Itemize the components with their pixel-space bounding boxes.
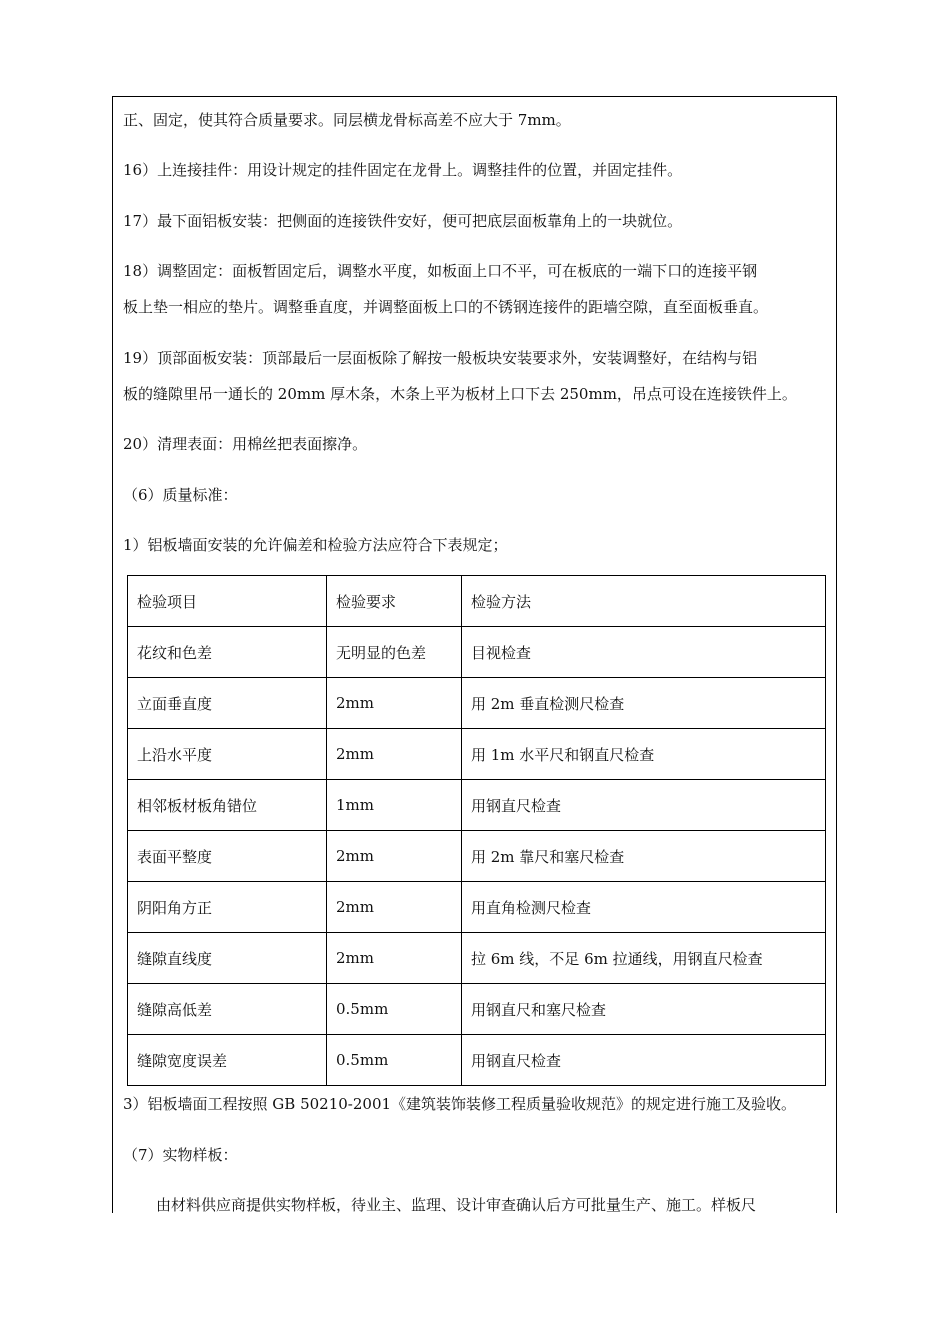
table-cell: 表面平整度 [128,831,327,882]
paragraph-step-18-line2: 板上垫一相应的垫片。调整垂直度，并调整面板上口的不锈钢连接件的距墙空隙，直至面板垂直。 [123,298,769,316]
table-cell: 目视检查 [462,627,826,678]
table-row [128,933,826,984]
table-row [128,780,826,831]
table-cell: 相邻板材板角错位 [128,780,327,831]
paragraph-step-19-line1: 19）顶部面板安装：顶部最后一层面板除了解按一般板块安装要求外，安装调整好，在结构与铝 [123,349,758,367]
paragraph-quality-1: 1）铝板墙面安装的允许偏差和检验方法应符合下表规定； [123,536,508,554]
paragraph-step-18-line1: 18）调整固定：面板暂固定后，调整水平度，如板面上口不平，可在板底的一端下口的连接平钢 [123,262,758,280]
table-cell: 2mm [327,678,462,729]
table-cell: 2mm [327,882,462,933]
table-row [128,678,826,729]
table-cell: 用 2m 垂直检测尺检查 [462,678,826,729]
table-cell: 无明显的色差 [327,627,462,678]
table-cell: 缝隙高低差 [128,984,327,1035]
table-row [128,882,826,933]
table-cell: 用钢直尺检查 [462,1035,826,1086]
document-frame [112,96,837,1213]
table-cell: 用 2m 靠尺和塞尺检查 [462,831,826,882]
table-row [128,729,826,780]
table-cell: 花纹和色差 [128,627,327,678]
table-cell: 缝隙直线度 [128,933,327,984]
tolerance-table [127,575,826,1086]
table-cell: 用钢直尺检查 [462,780,826,831]
table-cell: 拉 6m 线，不足 6m 拉通线，用钢直尺检查 [462,933,826,984]
table-cell: 2mm [327,729,462,780]
table-header-row [128,576,826,627]
paragraph-sample-body: 由材料供应商提供实物样板，待业主、监理、设计审查确认后方可批量生产、施工。样板尺 [156,1196,757,1213]
table-row [128,831,826,882]
table-cell: 用 1m 水平尺和钢直尺检查 [462,729,826,780]
table-cell: 上沿水平度 [128,729,327,780]
paragraph-step-16: 16）上连接挂件：用设计规定的挂件固定在龙骨上。调整挂件的位置，并固定挂件。 [123,161,683,179]
paragraph-step-20: 20）清理表面：用棉丝把表面擦净。 [123,435,368,453]
table-cell: 0.5mm [327,984,462,1035]
paragraph-quality-3: 3）铝板墙面工程按照 GB 50210-2001《建筑装饰装修工程质量验收规范》的规定进行施工及验收。 [123,1095,797,1113]
table-row [128,627,826,678]
table-cell: 用钢直尺和塞尺检查 [462,984,826,1035]
section-heading-quality: （6）质量标准： [123,486,238,504]
table-cell: 2mm [327,933,462,984]
table-header-cell: 检验项目 [128,576,327,627]
paragraph-step-19-line2: 板的缝隙里吊一通长的 20mm 厚木条，木条上平为板材上口下去 250mm，吊点可设在连接铁件上。 [123,385,797,403]
paragraph-continuation: 正、固定，使其符合质量要求。同层横龙骨标高差不应大于 7mm。 [123,111,571,129]
table-cell: 0.5mm [327,1035,462,1086]
table-cell: 1mm [327,780,462,831]
table-cell: 2mm [327,831,462,882]
table-row [128,984,826,1035]
paragraph-step-17: 17）最下面铝板安装：把侧面的连接铁件安好，便可把底层面板靠角上的一块就位。 [123,212,683,230]
table-header-cell: 检验方法 [462,576,826,627]
table-cell: 用直角检测尺检查 [462,882,826,933]
section-heading-sample: （7）实物样板： [123,1146,238,1164]
table-header-cell: 检验要求 [327,576,462,627]
table-row [128,1035,826,1086]
table-cell: 缝隙宽度误差 [128,1035,327,1086]
table-cell: 立面垂直度 [128,678,327,729]
table-cell: 阴阳角方正 [128,882,327,933]
